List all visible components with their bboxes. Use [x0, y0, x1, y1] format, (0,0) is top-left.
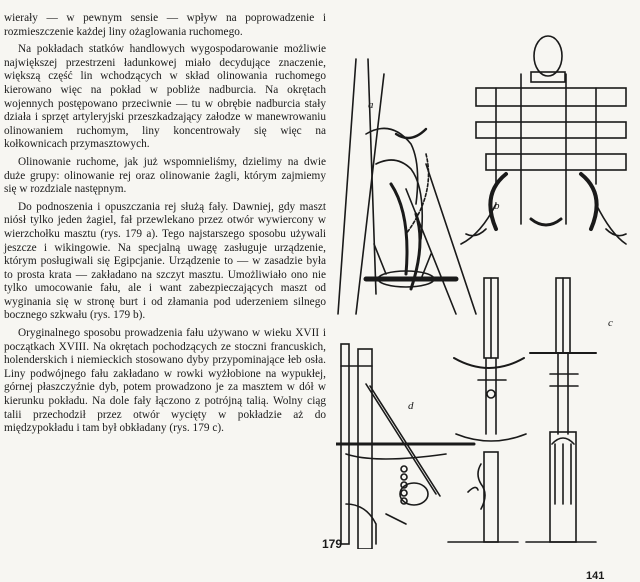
label-b: b: [494, 200, 500, 212]
drawing-d: [336, 344, 474, 549]
figure-179-illustration: [336, 14, 640, 549]
label-c: c: [608, 317, 613, 329]
label-d: d: [408, 400, 414, 412]
drawing-c: [448, 278, 613, 542]
main-text-column: [4, 12, 326, 440]
paragraph-4: Do podnoszenia i opuszczania rej służą fały. Dawniej, gdy maszt niósł tylko jeden żagiel, fał przewlekano przez otwór wywiercony w wierzchołku masztu (rys. 179 a). Tego najstarszego sposobu używali jeszcze i wikingowie. Na specjalną uwagę zasługuje urządzenie, którym posługiwali się Egipcjanie. Urządzenie to — w zasadzie była to prosta krata — zakładano na szczyt masztu. Umożliwiało ono nie tylko umocowanie fału, ale i want zabezpieczających maszt od wyginania się w stronę burt i od złamania pod uderzeniem silnego bocznego szkwału (rys. 179 b).: [4, 200, 326, 322]
drawing-a: [338, 59, 476, 314]
label-a: a: [368, 99, 374, 111]
paragraph-3: Olinowanie ruchome, jak już wspomnieliśmy, dzielimy na dwie duże grupy: olinowanie rej oraz olinowanie żagli, którym zajmiemy się w rozdziale następnym.: [4, 155, 326, 196]
drawing-b: [461, 36, 626, 244]
paragraph-5: Oryginalnego sposobu prowadzenia fału używano w wieku XVII i początkach XVIII. Na okrętach pochodzących ze stoczni francuskich, holenderskich i niemieckich stosowano dyby przypominające łeb osła. Liny podwójnego fału zakładano w rowki wyżłobione na wypukłej, górnej płaszczyźnie dyb, potem prowadzono je za masztem w dół w kierunku pokładu. Na dole fały łączono z potrójną talią. Wolny ciąg talii przechodził przez otwór wycięty w pokładzie aż do międzypokładu i tam był obkładany (rys. 179 c).: [4, 327, 326, 435]
paragraph-2: Na pokładach statków handlowych wygospodarowanie możliwie największej przestrzeni ładunkowej miało decydujące znaczenie, większą część lin wchodzących w skład olinowania ruchomego kierowano więc na pokład w pobliże nadburcia. Na okrętach wojennych postępowano przeciwnie — tu w obrębie nadburcia stały działa i sprzęt artyleryjski przeszkadzający załodze w manewrowaniu olinowaniem ruchomym, liny koncentrowały się więc na kołkownicach przymasztowych.: [4, 43, 326, 151]
figure-caption: 179: [322, 537, 343, 551]
paragraph-1: wierały — w pewnym sensie — wpływ na poprowadzenie i rozmieszczenie każdej liny ożaglowania ruchomego.: [4, 12, 326, 38]
page-number: 141: [586, 570, 605, 582]
